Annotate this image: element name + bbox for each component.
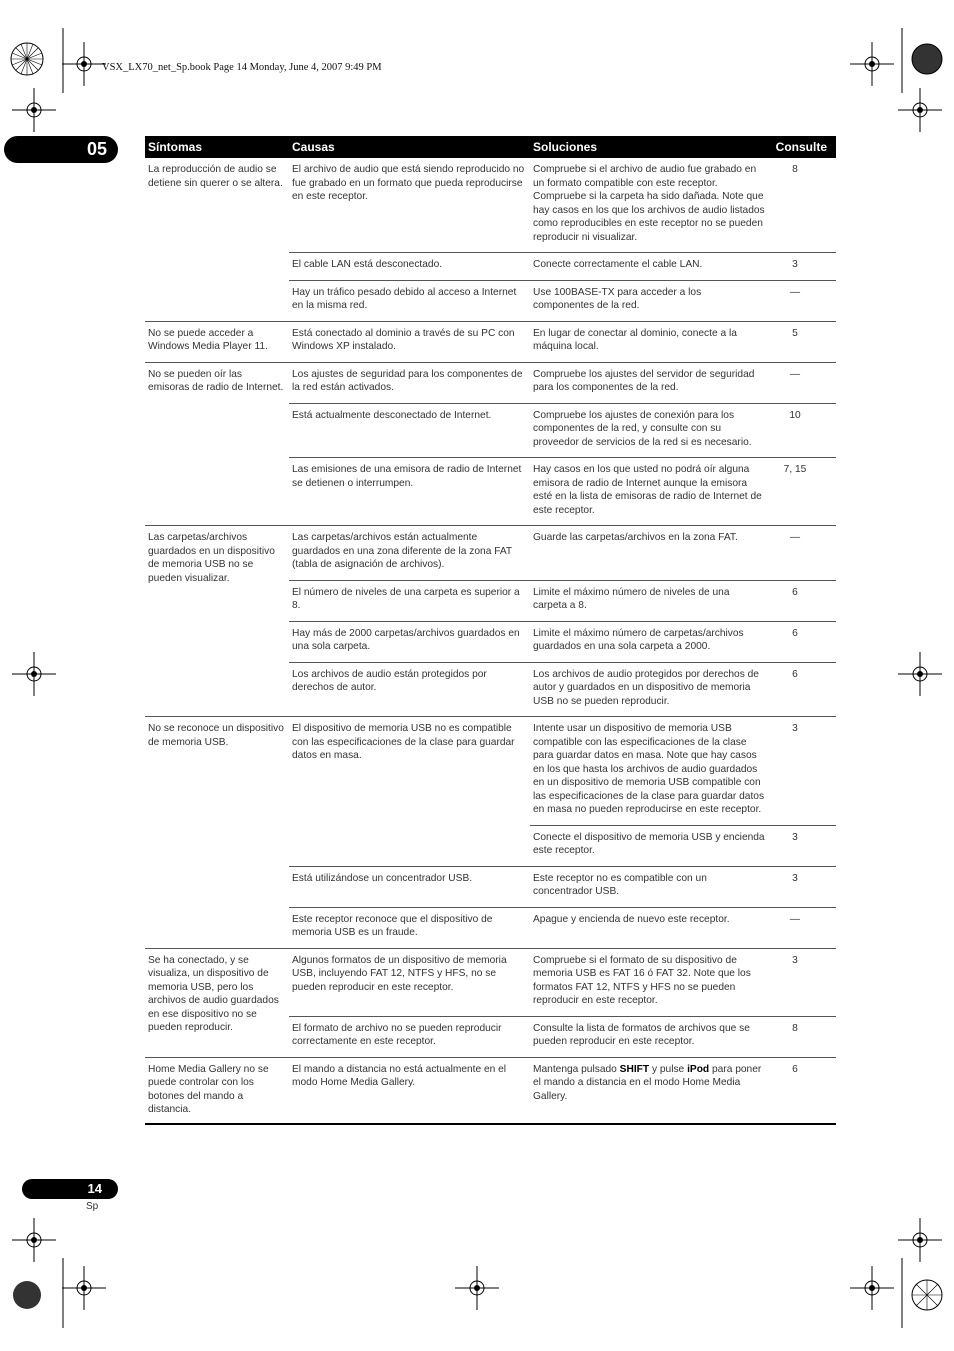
table-row [289, 580, 836, 621]
header-sintomas: Síntomas [148, 140, 203, 154]
symptom-cell: Se ha conectado, y se visualiza, un dispositivo de memoria USB, pero los archivos de audio guardados en ese dispositivo no se pueden reproducir. [148, 954, 279, 1033]
cause-cell: Las emisiones de una emisora de radio de Internet se detienen o interrumpen. [292, 464, 522, 489]
crosshair-mark-right-top [898, 88, 942, 132]
symptom-group [145, 717, 836, 949]
crosshair-mark-top-right [850, 42, 894, 86]
solution-cell: Compruebe si el formato de su dispositivo de memoria USB es FAT 16 ó FAT 32. Note que los formatos FAT 12, NTFS y HFS no se pueden reproducir en este receptor. [533, 954, 751, 1006]
cause-cell: Este receptor reconoce que el dispositivo de memoria USB es un fraude. [292, 913, 493, 938]
crosshair-mark-left-top [12, 88, 56, 132]
header-causas: Causas [292, 140, 335, 154]
crosshair-mark-bottom-left [62, 1266, 106, 1310]
language-label: Sp [86, 1201, 99, 1212]
reference-cell: 3 [792, 723, 798, 734]
reference-cell: 3 [792, 954, 798, 966]
crosshair-mark-left-middle [12, 652, 56, 696]
cause-cell: Está actualmente desconectado de Internet. [292, 409, 492, 421]
print-header: VSX_LX70_net_Sp.book Page 14 Monday, June 4, 2007 9:49 PM [102, 62, 382, 73]
solution-cell: Conecte el dispositivo de memoria USB y encienda este receptor. [530, 825, 768, 866]
reference-cell: 7, 15 [783, 464, 807, 475]
solution-cell: Compruebe si el archivo de audio fue grabado en un formato compatible con este receptor. Compruebe si la carpeta ha sido dañada. Note que hay casos en los que los archivos de audio listados como reproducibles en este receptor no se pueden reproducir ni visualizar. [533, 164, 765, 243]
table-row [289, 322, 836, 362]
symptom-cell: No se puede acceder a Windows Media Player 11. [148, 327, 268, 352]
reference-cell: 3 [792, 872, 798, 884]
cause-cell: Algunos formatos de un dispositivo de memoria USB, incluyendo FAT 12, NTFS y HFS, no se pueden reproducir en este receptor. [292, 954, 507, 993]
table-row [289, 526, 836, 580]
solution-cell: Compruebe los ajustes de conexión para los componentes de la red, y consulte con su proveedor de servicios de la red si es necesario. [533, 409, 752, 448]
cause-cell: El archivo de audio que está siendo reproducido no fue grabado en un formato que pueda reproducirse en este receptor. [292, 164, 525, 202]
solution-cell: Los archivos de audio protegidos por derechos de autor y guardados en un dispositivo de memoria USB no se pueden reproducir. [533, 668, 759, 707]
cause-cell: Los ajustes de seguridad para los componentes de la red están activados. [292, 368, 523, 393]
reference-cell: — [789, 368, 801, 380]
solution-cell: Apague y encienda de nuevo este receptor. [533, 913, 730, 925]
page-number-tab [22, 1179, 118, 1199]
crosshair-mark-right-bottom [898, 1218, 942, 1262]
solution-cell: Limite el máximo número de niveles de una carpeta a 8. [533, 586, 730, 611]
cause-cell: Los archivos de audio están protegidos por derechos de autor. [292, 668, 487, 693]
solution-cell: Este receptor no es compatible con un concentrador USB. [533, 872, 707, 897]
solution-cell: En lugar de conectar al dominio, conecte a la máquina local. [533, 327, 737, 352]
table-row [289, 363, 836, 403]
cause-cell: Hay más de 2000 carpetas/archivos guardados en una sola carpeta. [292, 627, 520, 652]
solution-cell: Guarde las carpetas/archivos en la zona FAT. [533, 532, 738, 543]
registration-mark-bottom-right [880, 1258, 954, 1328]
symptom-group [145, 322, 836, 363]
header-soluciones: Soluciones [533, 140, 598, 154]
cause-cell: Hay un tráfico pesado debido al acceso a Internet en la misma red. [292, 286, 517, 311]
symptom-cell: No se reconoce un dispositivo de memoria USB. [148, 723, 284, 748]
shift-key-label: SHIFT [619, 1063, 650, 1075]
solution-cell: Hay casos en los que usted no podrá oír alguna emisora de radio de Internet aunque la emisora esté en la lista de emisoras de radio de Internet de este receptor. [533, 464, 762, 516]
table-row [289, 280, 836, 321]
table-row [289, 662, 836, 717]
table-row [289, 717, 836, 825]
table-header-row [145, 136, 836, 158]
solution-cell: Use 100BASE-TX para acceder a los componentes de la red. [533, 286, 702, 311]
troubleshooting-table [145, 136, 836, 1125]
cause-cell: Las carpetas/archivos están actualmente guardados en una zona diferente de la zona FAT (tabla de asignación de archivos). [292, 532, 512, 570]
symptom-group [145, 526, 836, 717]
table-row [289, 825, 836, 866]
reference-cell: 3 [768, 825, 836, 866]
table-row [289, 907, 836, 948]
symptom-cell: Home Media Gallery no se puede controlar con los botones del mando a distancia. [148, 1063, 269, 1115]
reference-cell: — [789, 532, 801, 543]
solution-cell: Consulte la lista de formatos de archivos que se pueden reproducir en este receptor. [533, 1022, 750, 1047]
crosshair-mark-right-middle [898, 652, 942, 696]
symptom-cell: Las carpetas/archivos guardados en un dispositivo de memoria USB no se pueden visualizar. [148, 532, 275, 584]
table-row [289, 866, 836, 907]
cause-cell: Está utilizándose un concentrador USB. [292, 872, 473, 884]
cause-cell: El formato de archivo no se pueden reproducir correctamente en este receptor. [292, 1022, 502, 1047]
symptom-group [145, 158, 836, 322]
solution-cell [530, 1058, 768, 1112]
solution-cell: Compruebe los ajustes del servidor de seguridad para los componentes de la red. [533, 368, 755, 393]
reference-cell: 6 [792, 668, 798, 680]
reference-cell: 8 [792, 164, 798, 175]
reference-cell: 8 [792, 1022, 798, 1034]
table-row [289, 252, 836, 280]
crosshair-mark-top-left [62, 42, 106, 86]
reference-cell: 10 [789, 409, 801, 421]
cause-cell: El dispositivo de memoria USB no es compatible con las especificaciones de la clase para guardar datos en masa. [292, 723, 515, 761]
cause-cell: El número de niveles de una carpeta es superior a 8. [292, 586, 520, 611]
solution-cell: Intente usar un dispositivo de memoria USB compatible con las especificaciones de la clase para guardar datos en masa. Note que hay casos en los que hasta los archivos de audio guardados en un dispositivo de memoria USB compatible con las especificaciones de la clase para guardar datos en masa no pueden reproducirse en este receptor. [533, 723, 765, 815]
table-row [289, 403, 836, 458]
solution-cell: Conecte correctamente el cable LAN. [533, 259, 703, 270]
symptom-cell: La reproducción de audio se detiene sin querer o se altera. [148, 164, 283, 189]
solution-text: para poner el mando a distancia en el modo Home Media Gallery. [533, 1063, 762, 1102]
symptom-group [145, 1058, 836, 1125]
symptom-cell: No se pueden oír las emisoras de radio de Internet. [148, 368, 284, 393]
chapter-tab [4, 136, 118, 163]
crosshair-mark-bottom-center [455, 1266, 499, 1310]
cause-cell: El mando a distancia no está actualmente en el modo Home Media Gallery. [292, 1063, 507, 1088]
table-row [289, 1058, 836, 1112]
table-row [289, 457, 836, 525]
cause-cell: El cable LAN está desconectado. [292, 259, 443, 270]
table-row [289, 621, 836, 662]
solution-text: Mantenga pulsado [533, 1063, 620, 1075]
header-consulte: Consulte [775, 140, 827, 154]
reference-cell: — [789, 913, 801, 925]
table-row [289, 949, 836, 1016]
reference-cell: 5 [792, 327, 798, 339]
symptom-group [145, 949, 836, 1058]
reference-cell: 6 [792, 1063, 798, 1075]
reference-cell: 6 [792, 627, 798, 639]
symptom-group [145, 363, 836, 527]
solution-cell: Limite el máximo número de carpetas/archivos guardados en una sola carpeta a 2000. [533, 627, 744, 652]
ipod-key-label: iPod [687, 1063, 710, 1075]
chapter-number: 05 [86, 139, 107, 159]
reference-cell: 3 [792, 259, 798, 270]
page-number: 14 [87, 1181, 102, 1196]
table-row [289, 1016, 836, 1057]
reference-cell: 6 [792, 586, 798, 598]
cause-cell: Está conectado al dominio a través de su PC con Windows XP instalado. [292, 327, 515, 352]
crosshair-mark-left-bottom [12, 1218, 56, 1262]
cause-cell [289, 825, 530, 866]
solution-text: y pulse [649, 1063, 688, 1075]
reference-cell: — [789, 286, 801, 298]
table-row [289, 158, 836, 252]
